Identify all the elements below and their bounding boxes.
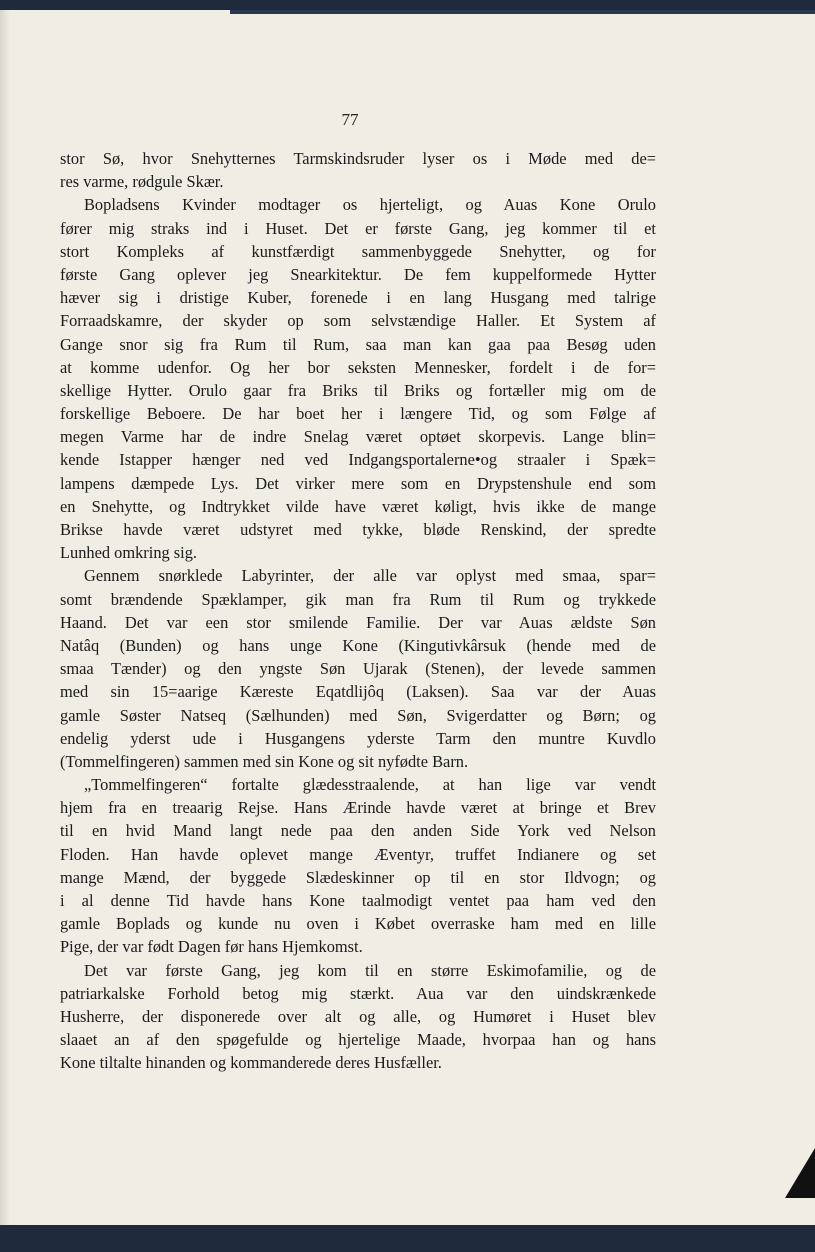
- text-line: lampens dæmpede Lys. Det virker mere som en Drypstenshule end som: [60, 473, 656, 493]
- text-line: Gange snor sig fra Rum til Rum, saa man kan gaa paa Besøg uden: [60, 334, 656, 354]
- text-line: Lunhed omkring sig.: [60, 543, 198, 563]
- text-line: skellige Hytter. Orulo gaar fra Briks til Briks og fortæller mig om de: [60, 380, 656, 400]
- text-line: Brikse havde været udstyret med tykke, bløde Renskind, der spredte: [60, 520, 656, 539]
- text-line: i al denne Tid havde hans Kone taalmodigt ventet paa ham ved den: [60, 891, 656, 910]
- page-number: 77: [341, 110, 359, 129]
- text-line: hæver sig i dristige Kuber, forenede i en lang Husgang med talrige: [60, 288, 656, 308]
- text-line: megen Varme har de indre Snelag været optøet skorpevis. Lange blin=: [60, 427, 656, 447]
- text-line: forskellige Beboere. De har boet her i længere Tid, og som Følge af: [60, 404, 656, 424]
- text-line: mange Mænd, der byggede Slædeskinner op til en stor Ildvogn; og: [60, 867, 656, 887]
- text-line: „Tommelfingeren“ fortalte glædesstraalende, at han lige var vendt: [84, 775, 656, 795]
- text-line: Bopladsens Kvinder modtager os hjerteligt, og Auas Kone Orulo: [84, 195, 656, 215]
- text-line: endelig yderst ude i Husgangens yderste Tarm den muntre Kuvdlo: [60, 728, 656, 748]
- text-line: kende Istapper hænger ned ved Indgangsportalerne•og straaler i Spæk=: [60, 450, 656, 470]
- text-line: res varme, rødgule Skær.: [60, 172, 224, 192]
- text-line: Haand. Det var een stor smilende Familie. Der var Auas ældste Søn: [60, 612, 656, 632]
- text-line: Pige, der var født Dagen før hans Hjemkomst.: [60, 937, 363, 957]
- text-line: Det var første Gang, jeg kom til en større Eskimofamilie, og de: [84, 960, 656, 980]
- text-line: stor Sø, hvor Snehytternes Tarmskindsruder lyser os i Møde med de=: [60, 149, 656, 168]
- text-line: Kone tiltalte hinanden og kommanderede deres Husfæller.: [60, 1053, 442, 1073]
- text-line: fører mig straks ind i Huset. Det er første Gang, jeg kommer til et: [60, 218, 656, 238]
- text-line: Husherre, der disponerede over alt og alle, og Humøret i Huset blev: [60, 1006, 656, 1026]
- text-line: stort Kompleks af kunstfærdigt sammenbyggede Snehytter, og for: [60, 241, 656, 261]
- text-line: Gennem snørklede Labyrinter, der alle var oplyst med smaa, spar=: [84, 566, 656, 586]
- page-top-edge: [230, 10, 815, 14]
- text-line: Natâq (Bunden) og hans unge Kone (Kingutivkârsuk (hende med de: [60, 635, 656, 655]
- body-text: [60, 147, 656, 1075]
- page-corner-mark: [785, 1148, 815, 1198]
- text-line: somt brændende Spæklamper, gik man fra Rum til Rum og trykkede: [60, 589, 656, 609]
- text-line: smaa Tænder) og den yngste Søn Ujarak (Stenen), der levede sammen: [60, 659, 656, 679]
- text-line: til en hvid Mand langt nede paa den anden Side York ved Nelson: [60, 821, 656, 841]
- text-line: gamle Boplads og kunde nu oven i Købet overraske ham med en lille: [60, 914, 656, 934]
- text-line: slaaet an af den spøgefulde og hjertelige Maade, hvorpaa han og hans: [60, 1030, 656, 1050]
- text-line: (Tommelfingeren) sammen med sin Kone og sit nyfødte Barn.: [60, 751, 469, 771]
- text-line: med sin 15=aarige Kæreste Eqatdlijôq (Laksen). Saa var der Auas: [60, 682, 656, 702]
- text-line: Forraadskamre, der skyder op som selvstændige Haller. Et System af: [60, 311, 656, 331]
- text-line: patriarkalske Forhold betog mig stærkt. Aua var den uindskrænkede: [60, 983, 656, 1003]
- text-line: første Gang oplever jeg Snearkitektur. De fem kuppelformede Hytter: [60, 264, 656, 284]
- text-line: hjem fra en treaarig Rejse. Hans Ærinde havde været at bringe et Brev: [60, 798, 656, 818]
- text-line: Floden. Han havde oplevet mange Æventyr, truffet Indianere og set: [60, 844, 656, 864]
- text-line: gamle Søster Natseq (Sælhunden) med Søn, Svigerdatter og Børn; og: [60, 705, 656, 725]
- page-gutter-shadow: [0, 10, 10, 1225]
- text-line: at komme udenfor. Og her bor seksten Mennesker, fordelt i de for=: [60, 357, 656, 377]
- text-line: en Snehytte, og Indtrykket vilde have været køligt, hvis ikke de mange: [60, 496, 656, 516]
- book-page: [0, 10, 815, 1225]
